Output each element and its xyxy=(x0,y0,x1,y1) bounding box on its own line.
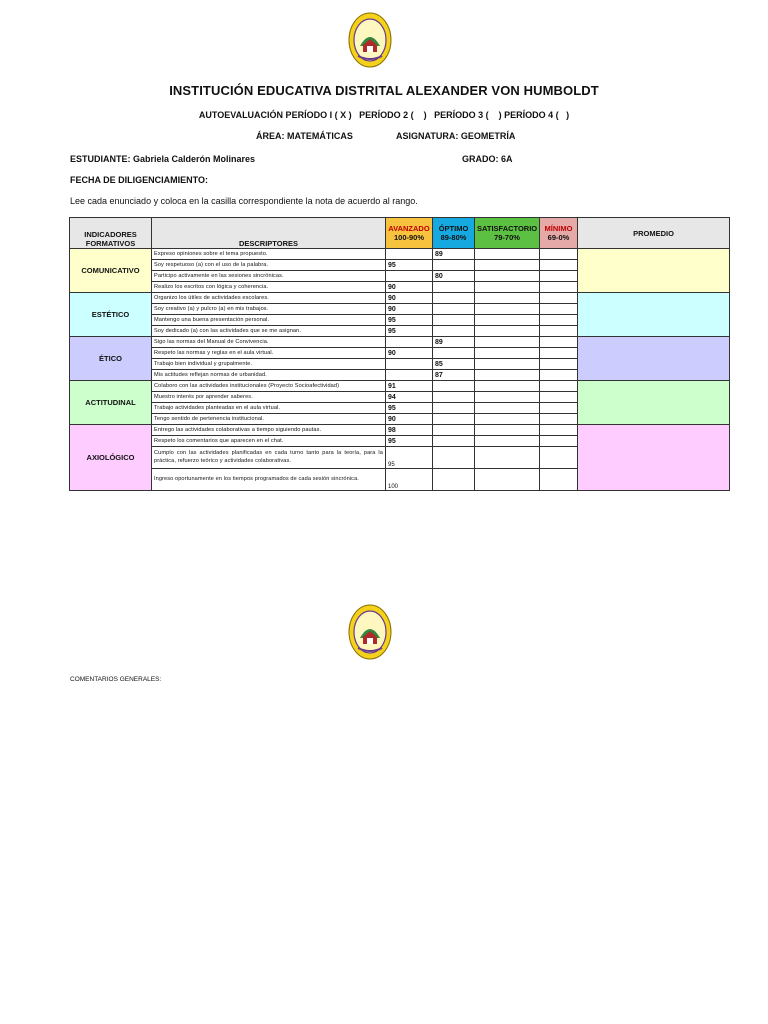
header-satisfactorio xyxy=(475,218,540,249)
score-cell-op[interactable] xyxy=(433,414,475,425)
header-minimo-range: 69-0% xyxy=(547,233,570,242)
score-cell-sa[interactable] xyxy=(475,381,540,392)
header-avanzado xyxy=(386,218,433,249)
school-crest-logo xyxy=(348,12,392,68)
table-row xyxy=(70,425,730,436)
score-cell-sa[interactable] xyxy=(475,414,540,425)
descriptor-cell: Respeto las normas y reglas en el aula virtual. xyxy=(152,348,386,359)
score-cell-op[interactable] xyxy=(433,260,475,271)
descriptor-cell: Respeto los comentarios que aparecen en el chat. xyxy=(152,436,386,447)
average-cell[interactable] xyxy=(578,381,730,425)
score-cell-op[interactable] xyxy=(433,315,475,326)
score-cell-sa[interactable] xyxy=(475,326,540,337)
score-cell-av[interactable]: 95 xyxy=(386,260,433,271)
instructions-text: Lee cada enunciado y coloca en la casilla correspondiente la nota de acuerdo al rango. xyxy=(70,196,418,206)
score-cell-mi[interactable] xyxy=(540,348,578,359)
header-satisfactorio-label: SATISFACTORIO xyxy=(477,224,538,233)
descriptor-cell: Tengo sentido de pertenencia institucional. xyxy=(152,414,386,425)
school-crest-logo-footer xyxy=(348,604,392,660)
average-cell[interactable] xyxy=(578,249,730,293)
score-cell-sa[interactable] xyxy=(475,315,540,326)
score-cell-mi[interactable] xyxy=(540,381,578,392)
indicator-cell: ÉTICO xyxy=(70,337,152,381)
score-cell-op[interactable] xyxy=(433,436,475,447)
score-cell-mi[interactable] xyxy=(540,359,578,370)
score-cell-mi[interactable] xyxy=(540,414,578,425)
descriptor-cell: Soy creativo (a) y pulcro (a) en mis trabajos. xyxy=(152,304,386,315)
descriptor-cell: Entrego las actividades colaborativas a tiempo siguiendo pautas. xyxy=(152,425,386,436)
descriptor-cell: Sigo las normas del Manual de Convivencia. xyxy=(152,337,386,348)
score-cell-av[interactable]: 95 xyxy=(386,436,433,447)
score-cell-mi[interactable] xyxy=(540,447,578,469)
indicator-cell: ACTITUDINAL xyxy=(70,381,152,425)
header-avanzado-range: 100-90% xyxy=(393,233,425,242)
descriptor-cell: Trabajo actividades planteadas en el aula virtual. xyxy=(152,403,386,414)
average-cell[interactable] xyxy=(578,293,730,337)
score-cell-op[interactable] xyxy=(433,293,475,304)
score-cell-op[interactable]: 89 xyxy=(433,249,475,260)
score-cell-av[interactable] xyxy=(386,337,433,348)
descriptor-cell: Muestro interés por aprender saberes. xyxy=(152,392,386,403)
score-cell-sa[interactable] xyxy=(475,282,540,293)
score-cell-mi[interactable] xyxy=(540,304,578,315)
score-cell-mi[interactable] xyxy=(540,260,578,271)
header-promedio: PROMEDIO xyxy=(578,218,730,249)
score-cell-av[interactable]: 90 xyxy=(386,414,433,425)
score-cell-sa[interactable] xyxy=(475,293,540,304)
table-row xyxy=(70,381,730,392)
descriptor-cell: Participo activamente en las sesiones sincrónicas. xyxy=(152,271,386,282)
score-cell-op[interactable]: 80 xyxy=(433,271,475,282)
score-cell-mi[interactable] xyxy=(540,326,578,337)
score-cell-op[interactable] xyxy=(433,469,475,491)
header-optimo-range: 89-80% xyxy=(440,233,467,242)
score-cell-sa[interactable] xyxy=(475,447,540,469)
score-cell-av[interactable]: 91 xyxy=(386,381,433,392)
score-cell-mi[interactable] xyxy=(540,392,578,403)
score-cell-av[interactable] xyxy=(386,271,433,282)
area-label: ÁREA: MATEMÁTICAS xyxy=(256,131,353,141)
score-cell-mi[interactable] xyxy=(540,293,578,304)
score-cell-av[interactable]: 94 xyxy=(386,392,433,403)
score-cell-av[interactable]: 90 xyxy=(386,282,433,293)
score-cell-op[interactable] xyxy=(433,304,475,315)
descriptor-cell: Organizo los útiles de actividades escolares. xyxy=(152,293,386,304)
descriptor-cell: Mis actitudes reflejan normas de urbanidad. xyxy=(152,370,386,381)
score-cell-av[interactable]: 95 xyxy=(386,315,433,326)
score-cell-av[interactable] xyxy=(386,359,433,370)
score-cell-op[interactable] xyxy=(433,392,475,403)
general-comments-label: COMENTARIOS GENERALES: xyxy=(70,676,162,683)
descriptor-cell: Soy dedicado (a) con las actividades que se me asignan. xyxy=(152,326,386,337)
score-cell-op[interactable] xyxy=(433,403,475,414)
score-cell-mi[interactable] xyxy=(540,337,578,348)
score-cell-op[interactable] xyxy=(433,282,475,293)
score-cell-sa[interactable] xyxy=(475,271,540,282)
score-cell-mi[interactable] xyxy=(540,315,578,326)
score-cell-mi[interactable] xyxy=(540,425,578,436)
table-row xyxy=(70,337,730,348)
header-optimo xyxy=(433,218,475,249)
score-cell-av[interactable]: 95 xyxy=(386,447,433,469)
score-cell-op[interactable] xyxy=(433,326,475,337)
table-row xyxy=(70,293,730,304)
score-cell-sa[interactable] xyxy=(475,348,540,359)
evaluation-table xyxy=(69,217,730,491)
score-cell-sa[interactable] xyxy=(475,260,540,271)
score-cell-mi[interactable] xyxy=(540,436,578,447)
score-cell-sa[interactable] xyxy=(475,436,540,447)
descriptor-cell: Soy respetuoso (a) con el uso de la palabra. xyxy=(152,260,386,271)
student-name: ESTUDIANTE: Gabriela Calderón Molinares xyxy=(70,154,256,164)
score-cell-op[interactable] xyxy=(433,425,475,436)
descriptor-cell: Colaboro con las actividades institucionales (Proyecto Socioafectividad) xyxy=(152,381,386,392)
subject-label: ASIGNATURA: GEOMETRÍA xyxy=(396,131,516,141)
descriptor-cell: Cumplo con las actividades planificadas en cada turno tanto para la teoría, para la práctica, refuerzo teórico y actividades colaborativas. xyxy=(152,447,386,469)
score-cell-sa[interactable] xyxy=(475,392,540,403)
score-cell-mi[interactable] xyxy=(540,403,578,414)
score-cell-mi[interactable] xyxy=(540,370,578,381)
grade-label: GRADO: 6A xyxy=(462,154,513,164)
descriptor-cell: Trabajo bien individual y grupalmente. xyxy=(152,359,386,370)
header-indicators: INDICADORES FORMATIVOS xyxy=(70,218,152,249)
header-satisfactorio-range: 79-70% xyxy=(494,233,520,242)
score-cell-sa[interactable] xyxy=(475,359,540,370)
header-descriptors: DESCRIPTORES xyxy=(152,218,386,249)
score-cell-av[interactable]: 98 xyxy=(386,425,433,436)
score-cell-av[interactable]: 95 xyxy=(386,403,433,414)
score-cell-sa[interactable] xyxy=(475,370,540,381)
header-minimo xyxy=(540,218,578,249)
descriptor-cell: Mantengo una buena presentación personal. xyxy=(152,315,386,326)
descriptor-cell: Realizo los escritos con lógica y coherencia. xyxy=(152,282,386,293)
score-cell-av[interactable] xyxy=(386,370,433,381)
score-cell-op[interactable]: 87 xyxy=(433,370,475,381)
score-cell-sa[interactable] xyxy=(475,425,540,436)
header-optimo-label: ÓPTIMO xyxy=(438,224,469,233)
indicator-cell: ESTÉTICO xyxy=(70,293,152,337)
average-cell[interactable] xyxy=(578,425,730,491)
institution-title: INSTITUCIÓN EDUCATIVA DISTRITAL ALEXANDER VON HUMBOLDT xyxy=(169,83,599,98)
score-cell-sa[interactable] xyxy=(475,249,540,260)
period-selection: AUTOEVALUACIÓN PERÍODO I ( X ) PERÍODO 2 ( ) PERÍODO 3 ( ) PERÍODO 4 ( ) xyxy=(198,110,570,120)
score-cell-mi[interactable] xyxy=(540,282,578,293)
descriptor-cell: Ingreso oportunamente en los tiempos programados de cada sesión sincrónica. xyxy=(152,469,386,491)
score-cell-mi[interactable] xyxy=(540,469,578,491)
header-avanzado-label: AVANZADO xyxy=(388,224,430,233)
score-cell-sa[interactable] xyxy=(475,304,540,315)
score-cell-op[interactable] xyxy=(433,348,475,359)
descriptor-cell: Expreso opiniones sobre el tema propuesto. xyxy=(152,249,386,260)
date-label: FECHA DE DILIGENCIAMIENTO: xyxy=(70,175,209,185)
score-cell-av[interactable]: 90 xyxy=(386,348,433,359)
score-cell-op[interactable]: 85 xyxy=(433,359,475,370)
table-row xyxy=(70,249,730,260)
score-cell-sa[interactable] xyxy=(475,469,540,491)
average-cell[interactable] xyxy=(578,337,730,381)
score-cell-mi[interactable] xyxy=(540,271,578,282)
score-cell-av[interactable]: 90 xyxy=(386,293,433,304)
score-cell-av[interactable]: 95 xyxy=(386,326,433,337)
score-cell-sa[interactable] xyxy=(475,403,540,414)
score-cell-op[interactable] xyxy=(433,381,475,392)
indicator-cell: COMUNICATIVO xyxy=(70,249,152,293)
indicator-cell: AXIOLÓGICO xyxy=(70,425,152,491)
score-cell-av[interactable]: 100 xyxy=(386,469,433,491)
score-cell-op[interactable]: 89 xyxy=(433,337,475,348)
score-cell-mi[interactable] xyxy=(540,249,578,260)
header-minimo-label: MÍNIMO xyxy=(544,224,573,233)
score-cell-av[interactable]: 90 xyxy=(386,304,433,315)
score-cell-av[interactable] xyxy=(386,249,433,260)
score-cell-sa[interactable] xyxy=(475,337,540,348)
score-cell-op[interactable] xyxy=(433,447,475,469)
